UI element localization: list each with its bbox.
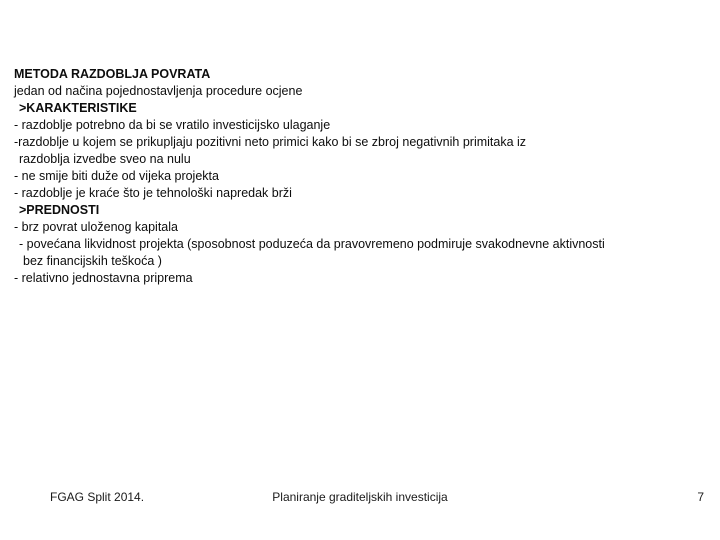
slide-text-line: - brz povrat uloženog kapitala [14,220,178,234]
slide-text-line: - razdoblje potrebno da bi se vratilo investicijsko ulaganje [14,118,331,132]
footer-course-title: Planiranje graditeljskih investicija [272,490,448,504]
slide-text-line: jedan od načina pojednostavljenja procedure ocjene [14,84,303,98]
section-heading-karakteristike: >KARAKTERISTIKE [19,101,137,115]
slide-text-line: - povećana likvidnost projekta (sposobnost poduzeća da pravovremeno podmiruje svakodnevne aktivnosti [19,237,605,251]
slide-footer [0,490,720,510]
slide-text-line: razdoblja izvedbe sveo na nulu [19,152,191,166]
slide-text-line: bez financijskih teškoća ) [23,254,162,268]
slide-body-text [14,66,712,287]
slide-text-line: - relativno jednostavna priprema [14,271,193,285]
slide-title: METODA RAZDOBLJA POVRATA [14,67,211,81]
footer-institution: FGAG Split 2014. [50,490,145,504]
page-number: 7 [697,490,704,504]
slide-text-line: -razdoblje u kojem se prikupljaju pozitivni neto primici kako bi se zbroj negativnih primitaka iz [14,135,527,149]
slide-text-line: - ne smije biti duže od vijeka projekta [14,169,219,183]
slide-text-line: - razdoblje je kraće što je tehnološki napredak brži [14,186,292,200]
section-heading-prednosti: >PREDNOSTI [19,203,100,217]
